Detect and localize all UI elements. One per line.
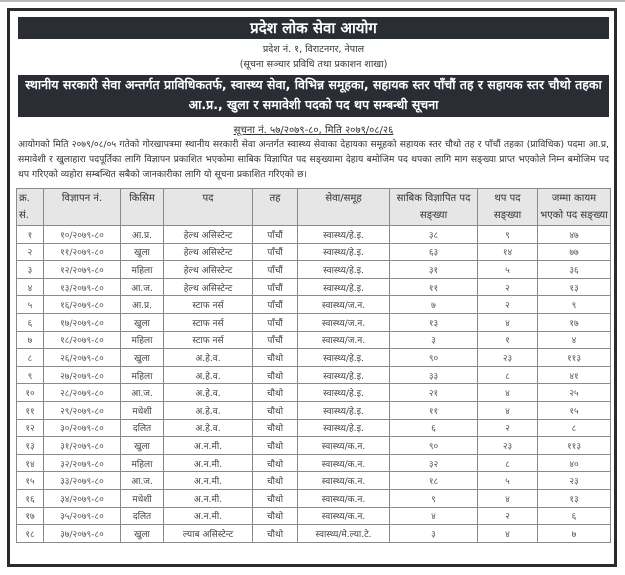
col-ad-number-cell: १०/२०७९-८० — [44, 226, 121, 244]
col-serial-cell: १५ — [17, 472, 44, 490]
col-previous-posts-cell: ९० — [390, 349, 478, 367]
col-type-cell: आ.प्र. — [121, 226, 164, 244]
col-added-posts-cell: ५ — [478, 472, 538, 490]
col-ad-number-cell: ३२/२०७९-८० — [44, 454, 121, 472]
col-added-posts-cell: २ — [478, 278, 538, 296]
col-previous-posts-cell: ११ — [390, 278, 478, 296]
col-type-cell: आ.ज. — [121, 278, 164, 296]
col-service-group-cell: स्वास्थ्य/क.न. — [298, 454, 390, 472]
col-total-posts-cell: २५ — [538, 384, 611, 402]
notice-subject: स्थानीय सरकारी सेवा अन्तर्गत प्राविधिकतर्फ, स्वास्थ्य सेवा, विभिन्न समूहका, सहायक स्तर पाँचौं तह र सहायक स्तर चौथो तहका आ.प्र., खुला र समावेशी पदको पद थप सम्बन्धी सूचना — [18, 75, 609, 117]
header-col-previous-posts: साबिक विज्ञापित पद सङ्ख्या — [390, 189, 478, 226]
col-ad-number-cell: १६/२०७९-८० — [44, 296, 121, 314]
col-total-posts-cell: १७ — [538, 313, 611, 331]
col-level-cell: पाँचौं — [253, 313, 298, 331]
col-service-group-cell: स्वास्थ्य/हे.इ. — [298, 366, 390, 384]
header-col-added-posts: थप पद सङ्ख्या — [478, 189, 538, 226]
notice-number — [18, 122, 609, 136]
col-added-posts-cell: ४ — [478, 401, 538, 419]
header-col-level: तह — [253, 189, 298, 226]
col-total-posts-cell: ८ — [538, 419, 611, 437]
col-total-posts-cell: ४ — [538, 331, 611, 349]
col-service-group-cell: स्वास्थ्य/हे.इ. — [298, 349, 390, 367]
col-total-posts-cell: २३ — [538, 472, 611, 490]
commission-title: प्रदेश लोक सेवा आयोग — [18, 17, 609, 39]
col-type-cell: खुला — [121, 243, 164, 261]
col-previous-posts-cell: १३ — [390, 313, 478, 331]
col-added-posts-cell: २ — [478, 507, 538, 525]
col-total-posts-cell: ७ — [538, 525, 611, 543]
col-previous-posts-cell: ३१ — [390, 261, 478, 279]
table-row — [17, 278, 611, 296]
col-total-posts-cell: ६ — [538, 507, 611, 525]
col-post-cell: अ.न.मी. — [164, 472, 253, 490]
col-post-cell: हेल्थ असिस्टेन्ट — [164, 226, 253, 244]
col-service-group-cell: स्वास्थ्य/क.न. — [298, 472, 390, 490]
col-previous-posts-cell: ४ — [390, 507, 478, 525]
col-post-cell: ल्याब असिस्टेन्ट — [164, 525, 253, 543]
col-type-cell: महिला — [121, 331, 164, 349]
col-type-cell: दलित — [121, 507, 164, 525]
col-total-posts-cell: ११३ — [538, 437, 611, 455]
col-added-posts-cell: ४ — [478, 313, 538, 331]
col-previous-posts-cell: २१ — [390, 384, 478, 402]
col-serial-cell: १७ — [17, 507, 44, 525]
col-post-cell: हेल्थ असिस्टेन्ट — [164, 278, 253, 296]
col-ad-number-cell: २९/२०७९-८० — [44, 401, 121, 419]
col-level-cell: चौथो — [253, 384, 298, 402]
col-previous-posts-cell: ९ — [390, 489, 478, 507]
table-row — [17, 349, 611, 367]
col-level-cell: पाँचौं — [253, 243, 298, 261]
col-service-group-cell: स्वास्थ्य/क.न. — [298, 489, 390, 507]
table-row — [17, 313, 611, 331]
col-type-cell: आ.प्र. — [121, 296, 164, 314]
col-level-cell: चौथो — [253, 437, 298, 455]
col-ad-number-cell: ३०/२०७९-८० — [44, 419, 121, 437]
col-service-group-cell: स्वास्थ्य/क.न. — [298, 507, 390, 525]
col-ad-number-cell: ३५/२०७९-८० — [44, 507, 121, 525]
col-service-group-cell: स्वास्थ्य/ज.न. — [298, 296, 390, 314]
col-post-cell: अ.हे.व. — [164, 366, 253, 384]
col-serial-cell: १३ — [17, 437, 44, 455]
commission-address: प्रदेश नं. १, विराटनगर, नेपाल — [262, 44, 365, 55]
col-added-posts-cell: २ — [478, 419, 538, 437]
table-row — [17, 366, 611, 384]
col-ad-number-cell: ३१/२०७९-८० — [44, 437, 121, 455]
col-level-cell: पाँचौं — [253, 261, 298, 279]
col-post-cell: अ.न.मी. — [164, 489, 253, 507]
col-previous-posts-cell: ३८ — [390, 226, 478, 244]
col-serial-cell: ८ — [17, 349, 44, 367]
col-total-posts-cell: १३ — [538, 278, 611, 296]
col-post-cell: अ.हे.व. — [164, 419, 253, 437]
col-previous-posts-cell: ९० — [390, 437, 478, 455]
col-added-posts-cell: ४ — [478, 525, 538, 543]
col-level-cell: चौथो — [253, 507, 298, 525]
col-service-group-cell: स्वास्थ्य/हे.इ. — [298, 261, 390, 279]
col-serial-cell: ३ — [17, 261, 44, 279]
table-row — [17, 384, 611, 402]
col-type-cell: खुला — [121, 313, 164, 331]
table-row — [17, 507, 611, 525]
col-total-posts-cell: ४१ — [538, 366, 611, 384]
header-col-service-group: सेवा/समूह — [298, 189, 390, 226]
col-previous-posts-cell: ६३ — [390, 243, 478, 261]
header-col-ad-number: विज्ञापन नं. — [44, 189, 121, 226]
table-row — [17, 472, 611, 490]
col-type-cell: खुला — [121, 349, 164, 367]
col-level-cell: चौथो — [253, 525, 298, 543]
col-post-cell: अ.हे.व. — [164, 349, 253, 367]
col-added-posts-cell: १ — [478, 331, 538, 349]
col-service-group-cell: स्वास्थ्य/मे.ल्या.टे. — [298, 525, 390, 543]
col-serial-cell: ९ — [17, 366, 44, 384]
col-level-cell: चौथो — [253, 454, 298, 472]
col-added-posts-cell: २ — [478, 296, 538, 314]
table-row — [17, 261, 611, 279]
col-serial-cell: १ — [17, 226, 44, 244]
col-ad-number-cell: १८/२०७९-८० — [44, 331, 121, 349]
col-service-group-cell: स्वास्थ्य/ज.न. — [298, 331, 390, 349]
col-ad-number-cell: ३३/२०७९-८० — [44, 472, 121, 490]
col-serial-cell: १८ — [17, 525, 44, 543]
header-col-type: किसिम — [121, 189, 164, 226]
notice-number-text: सूचना नं. ५७/२०७९-८०, मिति २०७९/०८/२६ — [233, 125, 394, 136]
col-previous-posts-cell: ७ — [390, 296, 478, 314]
col-level-cell: पाँचौं — [253, 296, 298, 314]
col-ad-number-cell: १३/२०७९-८० — [44, 278, 121, 296]
col-ad-number-cell: ३७/२०७९-८० — [44, 525, 121, 543]
header-col-post: पद — [164, 189, 253, 226]
col-total-posts-cell: १५ — [538, 401, 611, 419]
col-added-posts-cell: ८ — [478, 454, 538, 472]
col-serial-cell: ११ — [17, 401, 44, 419]
col-service-group-cell: स्वास्थ्य/ज.न. — [298, 313, 390, 331]
col-ad-number-cell: १७/२०७९-८० — [44, 313, 121, 331]
notice-body: आयोगको मिति २०७९/०८/०५ गतेको गोरखापत्रमा स्थानीय सरकारी सेवा अन्तर्गत स्वास्थ्य सेवाका देहायका समूहको सहायक स्तर चौथो तह र पाँचौं तहका (प्राविधिक) पदमा आ.प्र, समावेशी र खुलाहारा पदपूर्तिका लागि विज्ञापन प्रकाशित भएकोमा साबिक विज्ञापित पद सङ्ख्यामा देहाय बमोजिम पद थपका लागि माग सङ्ख्या प्राप्त भएकोले निम्न बमोजिम पद थप गरिएको व्यहोरा सम्बन्धित सबैको जानकारीका लागि यो सूचना प्रकाशित गरिएको छ। — [18, 139, 609, 180]
col-post-cell: स्टाफ नर्स — [164, 313, 253, 331]
col-ad-number-cell: १२/२०७९-८० — [44, 261, 121, 279]
header-col-total-posts: जम्मा कायम भएको पद सङ्ख्या — [538, 189, 611, 226]
col-added-posts-cell: २३ — [478, 349, 538, 367]
col-serial-cell: १२ — [17, 419, 44, 437]
table-row — [17, 437, 611, 455]
col-service-group-cell: स्वास्थ्य/क.न. — [298, 437, 390, 455]
col-post-cell: हेल्थ असिस्टेन्ट — [164, 261, 253, 279]
header-col-serial: क्र. सं. — [17, 189, 44, 226]
col-service-group-cell: स्वास्थ्य/हे.इ. — [298, 226, 390, 244]
col-previous-posts-cell: ३ — [390, 331, 478, 349]
col-serial-cell: ७ — [17, 331, 44, 349]
col-ad-number-cell: २७/२०७९-८० — [44, 366, 121, 384]
col-level-cell: पाँचौं — [253, 278, 298, 296]
col-level-cell: पाँचौं — [253, 226, 298, 244]
table-row — [17, 419, 611, 437]
table-row — [17, 226, 611, 244]
col-previous-posts-cell: १८ — [390, 472, 478, 490]
col-type-cell: मधेशी — [121, 489, 164, 507]
col-added-posts-cell: ९ — [478, 226, 538, 244]
col-type-cell: महिला — [121, 261, 164, 279]
table-header-row — [17, 189, 611, 226]
col-serial-cell: २ — [17, 243, 44, 261]
branch-name: (सूचना सञ्चार प्रविधि तथा प्रकाशन शाखा) — [239, 59, 388, 70]
col-ad-number-cell: ३४/२०७९-८० — [44, 489, 121, 507]
col-serial-cell: ६ — [17, 313, 44, 331]
table-row — [17, 454, 611, 472]
col-total-posts-cell: ७७ — [538, 243, 611, 261]
table-row — [17, 525, 611, 543]
col-type-cell: आ.ज. — [121, 472, 164, 490]
col-ad-number-cell: २८/२०७९-८० — [44, 384, 121, 402]
col-total-posts-cell: ९ — [538, 296, 611, 314]
table-row — [17, 296, 611, 314]
col-previous-posts-cell: ३२ — [390, 454, 478, 472]
col-post-cell: स्टाफ नर्स — [164, 296, 253, 314]
col-type-cell: मधेशी — [121, 401, 164, 419]
col-previous-posts-cell: ११ — [390, 401, 478, 419]
col-ad-number-cell: २६/२०७९-८० — [44, 349, 121, 367]
col-level-cell: पाँचौं — [253, 331, 298, 349]
col-previous-posts-cell: ३ — [390, 525, 478, 543]
table-row — [17, 401, 611, 419]
posts-table — [16, 188, 611, 543]
col-type-cell: खुला — [121, 437, 164, 455]
col-level-cell: चौथो — [253, 349, 298, 367]
col-service-group-cell: स्वास्थ्य/हे.इ. — [298, 278, 390, 296]
col-post-cell: अ.न.मी. — [164, 437, 253, 455]
table-row — [17, 489, 611, 507]
col-ad-number-cell: ११/२०७९-८० — [44, 243, 121, 261]
col-total-posts-cell: ४७ — [538, 226, 611, 244]
col-type-cell: महिला — [121, 454, 164, 472]
col-level-cell: चौथो — [253, 366, 298, 384]
col-total-posts-cell: ११३ — [538, 349, 611, 367]
col-level-cell: चौथो — [253, 419, 298, 437]
table-row — [17, 243, 611, 261]
col-added-posts-cell: २३ — [478, 437, 538, 455]
col-level-cell: चौथो — [253, 472, 298, 490]
col-post-cell: अ.हे.व. — [164, 401, 253, 419]
col-post-cell: स्टाफ नर्स — [164, 331, 253, 349]
col-service-group-cell: स्वास्थ्य/हे.इ. — [298, 243, 390, 261]
col-type-cell: आ.ज. — [121, 384, 164, 402]
col-post-cell: अ.न.मी. — [164, 507, 253, 525]
col-added-posts-cell: १४ — [478, 243, 538, 261]
table-body — [17, 226, 611, 543]
col-previous-posts-cell: ६ — [390, 419, 478, 437]
col-serial-cell: १६ — [17, 489, 44, 507]
col-added-posts-cell: ५ — [478, 261, 538, 279]
col-post-cell: अ.न.मी. — [164, 454, 253, 472]
col-total-posts-cell: ४० — [538, 454, 611, 472]
col-serial-cell: १० — [17, 384, 44, 402]
col-type-cell: महिला — [121, 366, 164, 384]
col-added-posts-cell: ४ — [478, 384, 538, 402]
col-added-posts-cell: ८ — [478, 366, 538, 384]
col-previous-posts-cell: ३३ — [390, 366, 478, 384]
notice-frame — [7, 8, 617, 567]
col-service-group-cell: स्वास्थ्य/हे.इ. — [298, 384, 390, 402]
col-post-cell: हेल्थ असिस्टेन्ट — [164, 243, 253, 261]
table-row — [17, 331, 611, 349]
col-level-cell: चौथो — [253, 489, 298, 507]
col-serial-cell: ५ — [17, 296, 44, 314]
col-total-posts-cell: ३६ — [538, 261, 611, 279]
top-divider — [0, 0, 625, 2]
col-total-posts-cell: १३ — [538, 489, 611, 507]
col-type-cell: दलित — [121, 419, 164, 437]
col-added-posts-cell: ४ — [478, 489, 538, 507]
col-serial-cell: १४ — [17, 454, 44, 472]
col-serial-cell: ४ — [17, 278, 44, 296]
col-service-group-cell: स्वास्थ्य/हे.इ. — [298, 401, 390, 419]
col-type-cell: खुला — [121, 525, 164, 543]
col-level-cell: चौथो — [253, 401, 298, 419]
col-service-group-cell: स्वास्थ्य/हे.इ. — [298, 419, 390, 437]
col-post-cell: अ.हे.व. — [164, 384, 253, 402]
